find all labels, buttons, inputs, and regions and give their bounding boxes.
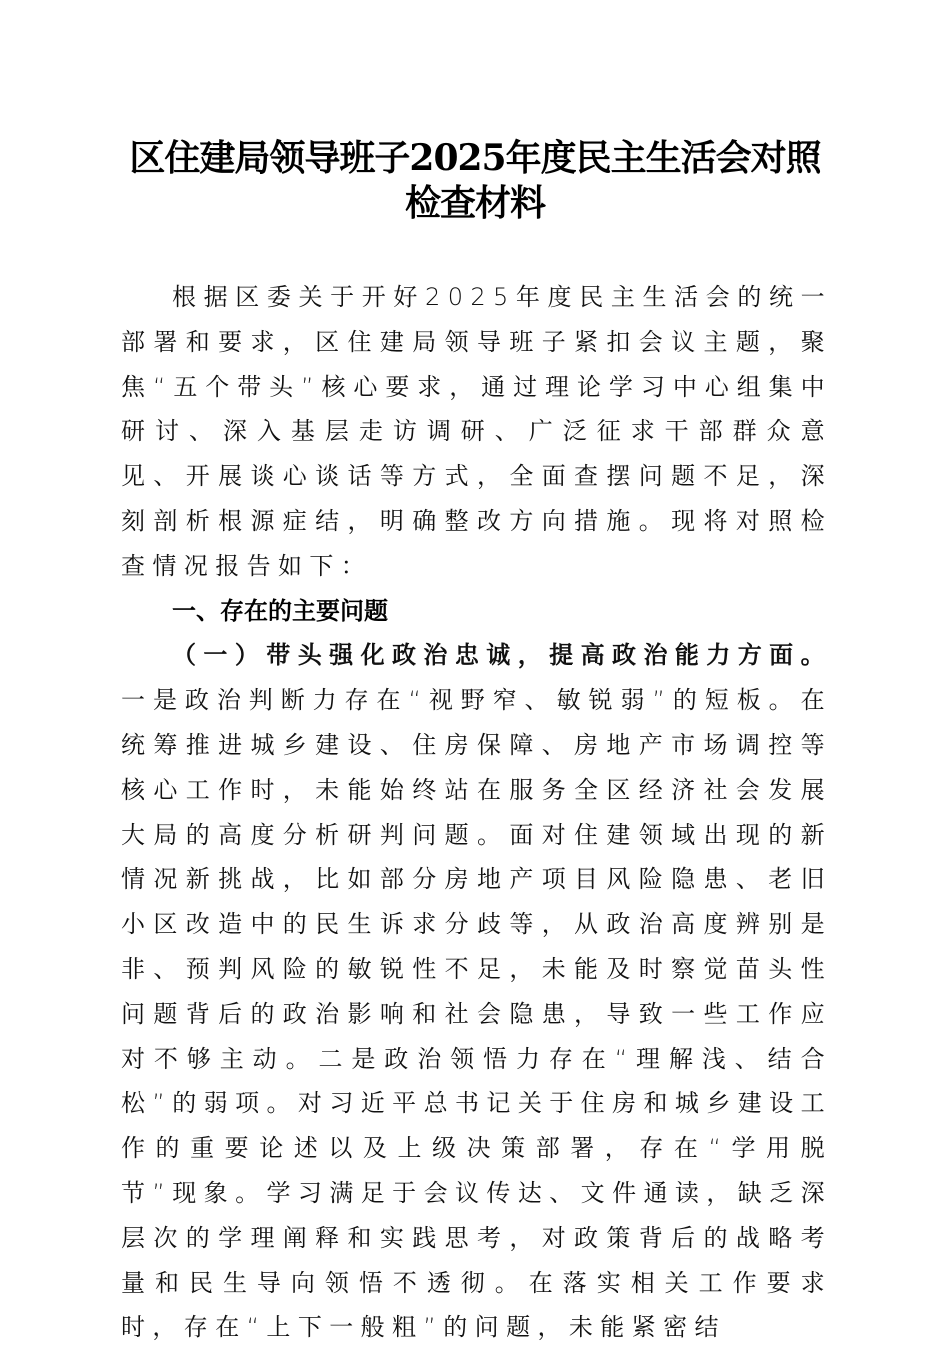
document-title xyxy=(100,136,850,226)
title-line-1: 区住建局领导班子2025年度民主生活会对照 xyxy=(129,137,821,179)
subsection-paragraph-political-loyalty xyxy=(121,633,832,1350)
subsection-lead: （一）带头强化政治忠诚，提高政治能力方面。 xyxy=(172,641,832,670)
document-body xyxy=(121,275,832,1350)
section-heading-problems: 一、存在的主要问题 xyxy=(172,596,388,625)
title-line-2: 检查材料 xyxy=(404,182,545,224)
subsection-body: 一是政治判断力存在“视野窄、敏锐弱”的短板。在统筹推进城乡建设、住房保障、房地产市场调控等核心工作时，未能始终站在服务全区经济社会发展大局的高度分析研判问题。面对住建领域出现的新情况新挑战，比如部分房地产项目风险隐患、老旧小区改造中的民生诉求分歧等，从政治高度辨别是非、预判风险的敏锐性不足，未能及时察觉苗头性问题背后的政治影响和社会隐患，导致一些工作应对不够主动。二是政治领悟力存在“理解浅、结合松”的弱项。对习近平总书记关于住房和城乡建设工作的重要论述以及上级决策部署，存在“学用脱节”现象。学习满足于会议传达、文件通读，缺乏深层次的学理阐释和实践思考，对政策背后的战略考量和民生导向领悟不透彻。在落实相关工作要求时，存在“上下一般粗”的问题，未能紧密结 xyxy=(121,686,832,1342)
intro-paragraph: 根据区委关于开好2025年度民主生活会的统一部署和要求，区住建局领导班子紧扣会议主题，聚焦“五个带头”核心要求，通过理论学习中心组集中研讨、深入基层走访调研、广泛征求干部群众意见、开展谈心谈话等方式，全面查摆问题不足，深刻剖析根源症结，明确整改方向措施。现将对照检查情况报告如下： xyxy=(121,283,832,580)
